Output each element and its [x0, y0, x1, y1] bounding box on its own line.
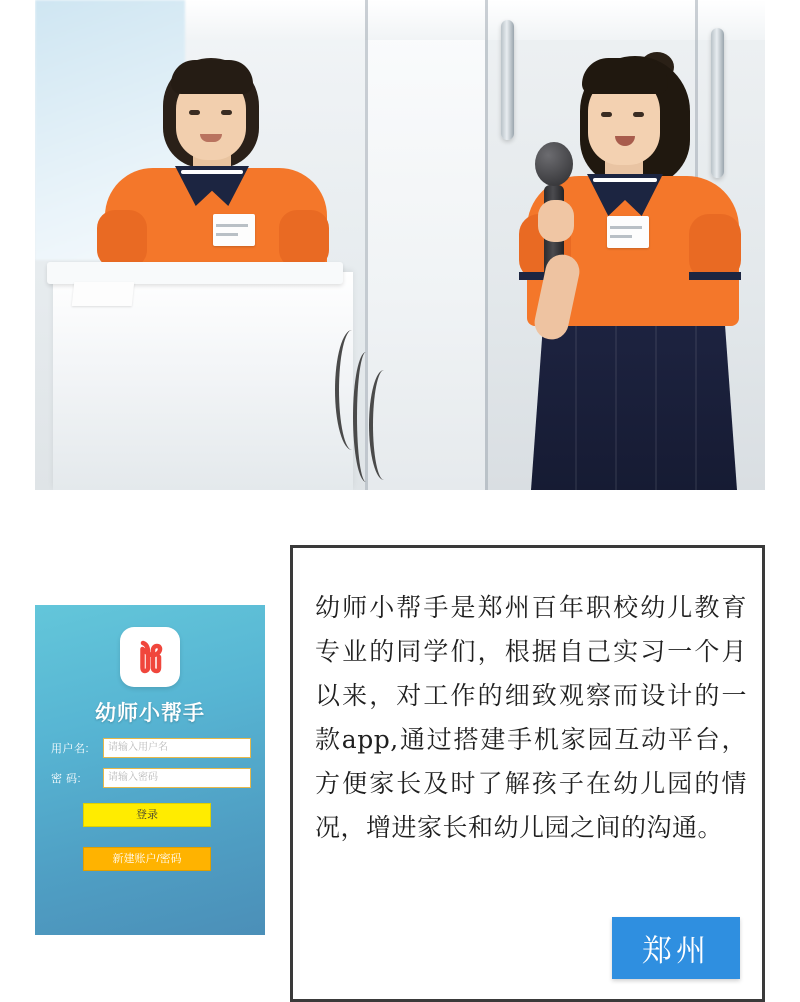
presenter-left-eye-right [221, 110, 232, 115]
password-input[interactable]: 请输入密码 [103, 768, 251, 788]
presenter-left-fringe [171, 60, 253, 94]
password-row [51, 767, 251, 789]
app-title: 幼师小帮手 [95, 702, 205, 725]
app-login-screenshot [35, 605, 265, 935]
presentation-photo [35, 0, 765, 490]
photo-panel-seam-mid [485, 0, 488, 490]
presenter-left-sleeve-left [97, 210, 147, 268]
presenter-left-eye-left [189, 110, 200, 115]
city-badge: 郑州 [612, 917, 740, 979]
podium-top [47, 262, 343, 284]
username-row [51, 737, 251, 759]
new-account-button[interactable]: 新建账户/密码 [83, 847, 211, 871]
podium-cable-3 [369, 370, 399, 480]
presenter-left-name-badge [213, 214, 255, 246]
presenter-right-skirt [531, 320, 737, 490]
presenter-right-name-badge [607, 216, 649, 248]
description-panel [290, 545, 765, 1002]
door-handle-secondary-icon [501, 20, 514, 140]
podium-paper [72, 282, 135, 306]
presenter-left-sleeve-right [279, 210, 329, 268]
presenter-right-eye-left [601, 112, 612, 117]
app-logo-icon [120, 627, 180, 687]
presenter-left-collar-stripe [181, 170, 243, 174]
username-input[interactable]: 请输入用户名 [103, 738, 251, 758]
description-paragraph: 幼师小帮手是郑州百年职校幼儿教育专业的同学们，根据自己实习一个月以来，对工作的细致观察而设计的一款app,通过搭建手机家园互动平台，方便家长及时了解孩子在幼儿园的情况，增进家长和幼儿园之间的沟通。 [315, 593, 747, 842]
microphone-icon [535, 142, 573, 186]
door-handle-icon [711, 28, 724, 178]
login-button[interactable]: 登录 [83, 803, 211, 827]
presenter-right-sleeve-right [689, 214, 741, 280]
password-label: 密 码: [51, 773, 82, 785]
presenter-right-eye-right [633, 112, 644, 117]
presenter-right-collar-stripe [593, 178, 657, 182]
info-section [0, 510, 800, 1002]
username-label: 用户名: [51, 743, 90, 755]
presenter-right-fringe [582, 58, 668, 94]
presenter-right-hand [538, 200, 574, 242]
